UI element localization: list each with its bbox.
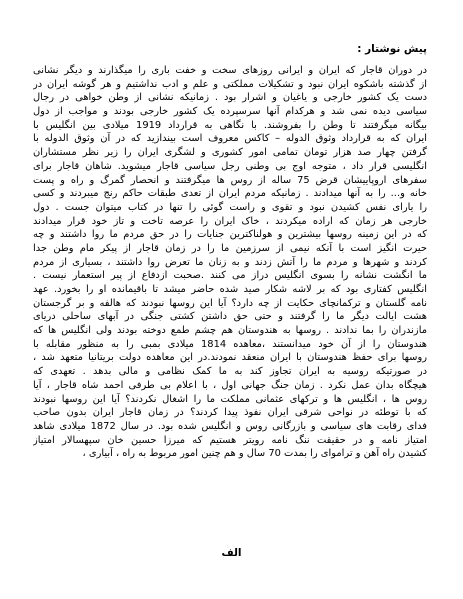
text-line: را یارای نفس کشیدن نبود و تقوی و راست گوئی را تنها در کتاب میتوان جست . دول (33, 201, 427, 213)
text-line: که در این زمینه روسها بیشترین و هولناکترین جنایات را در حق مردم ما روا داشتند و چه (33, 229, 427, 241)
text-line: انگلیس کفتاری بود که بر لاشه شکار صید شده حاضر میشد تا باقیمانده او را بخورد. عهد (33, 284, 427, 295)
preface-heading: پیش نوشتار : (357, 43, 427, 55)
text-line: ما انگشت نشانه را بسوی انگلیس دراز می کنند .صحبت ازدفاع از پیر استعمار نیست . (33, 270, 427, 282)
text-line: خارجی هر زمان که اراده میکردند ، خاک ایران را عرصه تاخت و تاز خود قرار میدادند (33, 215, 427, 227)
text-line: کشیدن راه آهن و ترامواى را بمدت 70 سال و هم چنین امور مربوط به راه ، آبیاری ، (82, 448, 427, 460)
text-line: بیگانه میگرفتند تا وطن را بفروشند. با نگاهی به قرارداد 1919 میلادی بین انگلیس با (33, 119, 427, 131)
text-line: دست یک کشور خارجی و یاغیان و اشرار بود . زمانیکه نشانی از وطن خواهی در رجال (33, 92, 427, 104)
page-number: الف (221, 547, 242, 559)
text-line: روس ها ، انگلیس ها و ترکهای عثمانی مملکت ما را اشغال نکردند؟ آیا این روسها نبودند (33, 393, 427, 405)
text-line: مازندران را بما ندادند . روسها به هندوستان هم چشم طمع دوخته بودند ولی انگلیس ها که (33, 325, 427, 337)
text-line: گرفتن چهار صد هزار تومان تمامی امور کشوری و لشگری ایران را زیر نظر مستشاران (33, 147, 427, 159)
text-line: هیچگاه بدان عمل نکرد . زمان جنگ جهانی اول ، با اعلام بی طرفی احمد شاه قاجار ، آیا (33, 379, 427, 391)
text-line: در صورتیکه روسیه به ایران تجاوز کند به ما کمک نظامی و مالی بدهد . تعهدی که (33, 366, 427, 378)
text-line: نامه گلستان و ترکمانچای حکایت از چه دارد؟ آیا این روسها نبودند که هالفه و بر گرجستان (33, 297, 427, 309)
text-line: کردند و شهرها و مردم ما را آتش زدند و به زنان ما تعرض روا داشتند ، بسیاری از مردم (33, 256, 427, 268)
text-line: هندوستان را از آن خود میدانستند ،معاهده 1814 میلادی بمبی را به منظور مقابله با (33, 338, 427, 350)
text-line: سفرهای اروپاییشان قرض 75 ساله از روس ها میگرفتند و انحصار گمرگ و راه و پست (33, 174, 427, 186)
text-line: از گذشته باشکوه ایران نبود و تشکیلات مملکتی و علم و ادب نداشتیم و هر گوشه ایران در (33, 78, 427, 90)
text-line: انگلیسی قرار داد ، متوجه اوج بی وطنی رجل سیاسی قاجار میشوید. شاهان قاجار برای (33, 160, 427, 172)
text-line: روسها برای حفظ هندوستان با ایران منعقد نمودند.در این معاهده دولت بریتانیا متعهد شد ، (33, 352, 427, 364)
text-line: سیاسی دیده نمی شد و هرکدام آنها سرسپرده یک کشور خارجی بودند و مواجب از دول (33, 106, 427, 118)
text-line: فدای رقابت های سیاسی و بازرگانی روس و انگلیس شده بود. در سال 1872 میلادی شاهد (33, 420, 427, 432)
preface-body (33, 64, 427, 461)
text-line: ایران که به قرارداد وثوق الدوله – کاکس معروف است بیندازید که در آن وثوق الدوله با (33, 133, 427, 145)
text-line: حیرت انگیز است با آنکه نیمی از سرزمین ما را در زمان قاجار از پیکر مام وطن جدا (33, 242, 427, 254)
text-line: در دوران قاجار که ایران و ایرانی روزهای سخت و خفت باری را میگذارند و دیگر نشانی (33, 65, 427, 76)
text-line: هشت ایالت دیگر ما را گرفتند و حتی حق داشتن کشتی جنگی در آبهای ساحلی دریای (33, 311, 427, 323)
text-line: امتیاز نامه و در حقیقت ننگ نامه رویتر هستیم که میرزا حسین خان سپهسالار امتیاز (33, 434, 427, 446)
text-line: که با توطئه در نواحی شرقی ایران نفوذ پیدا کردند؟ در زمان قاجار ایران بدون صاحب (33, 407, 427, 419)
text-line: خانه و... را به آنها میدادند . زمانیکه مردم ایران از تعدی طبقات حاکم رنج میبردند و کسی (33, 188, 427, 200)
